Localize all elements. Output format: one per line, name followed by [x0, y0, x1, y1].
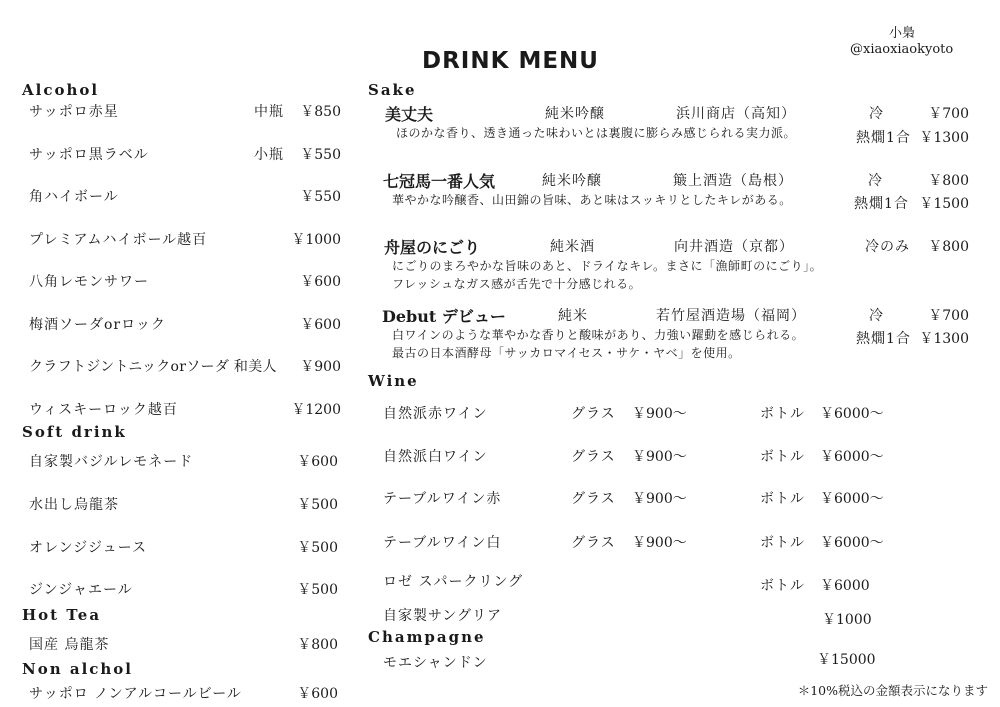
wine-bottle-label: ボトル: [760, 491, 805, 507]
tax-footnote: ＊10%税込の金額表示になります: [797, 683, 988, 698]
menu-item-name: オレンジジュース: [29, 540, 147, 556]
sake-price-label: 熱燗1合: [854, 196, 909, 212]
wine-name: 自然派白ワイン: [383, 449, 488, 465]
sake-type: 純米: [558, 308, 588, 324]
menu-item-name: サッポロ ノンアルコールビール: [29, 686, 242, 702]
wine-bottle-label: ボトル: [760, 535, 805, 551]
menu-item-name: サッポロ赤星: [29, 104, 119, 120]
wine-name: テーブルワイン白: [383, 535, 502, 551]
menu-item-name: ジンジャエール: [29, 582, 133, 598]
menu-item-price: ￥1200: [291, 402, 341, 418]
sake-price: ￥1500: [919, 196, 969, 212]
sake-price: ￥700: [928, 308, 969, 324]
sake-price-label: 冷: [869, 106, 884, 122]
wine-glass-price: ￥900〜: [632, 535, 687, 551]
section-heading-alcohol: Alcohol: [22, 81, 100, 99]
menu-item-name: プレミアムハイボール越百: [29, 232, 208, 248]
menu-item-name: ウィスキーロック越百: [29, 402, 178, 418]
sake-name: 美丈夫: [385, 105, 434, 124]
sake-name: Debut デビュー: [382, 307, 506, 326]
wine-glass-price: ￥900〜: [632, 449, 687, 465]
sake-description: 華やかな吟醸香、山田錦の旨味、あと味はスッキリとしたキレがある。: [392, 193, 792, 207]
menu-item-price: ￥500: [297, 582, 338, 598]
section-heading-hot-tea: Hot Tea: [22, 606, 102, 624]
wine-name: 自家製サングリア: [383, 608, 503, 624]
champagne-name: モエシャンドン: [383, 655, 488, 671]
menu-item-price: ￥550: [300, 147, 341, 163]
menu-item-price: ￥850: [300, 104, 341, 120]
menu-item-price: ￥600: [300, 274, 341, 290]
wine-glass-label: グラス: [571, 449, 616, 465]
sake-price-label: 冷: [868, 173, 883, 189]
menu-item-price: ￥600: [297, 454, 338, 470]
menu-item-price: ￥1000: [291, 232, 341, 248]
sake-description: ほのかな香り、透き通った味わいとは裏腹に膨らみ感じられる実力派。: [396, 126, 797, 140]
wine-glass-label: グラス: [571, 406, 616, 422]
section-heading-non-alcohol: Non alchol: [22, 660, 134, 678]
menu-item-name: 水出し烏龍茶: [29, 497, 119, 513]
champagne-price: ￥15000: [817, 652, 876, 668]
menu-item-price: ￥600: [300, 317, 341, 333]
wine-glass-label: グラス: [571, 535, 616, 551]
sake-price: ￥1300: [919, 130, 969, 146]
sake-price: ￥1300: [919, 331, 969, 347]
menu-item-name: 八角レモンサワー: [29, 274, 149, 290]
section-heading-wine: Wine: [368, 372, 419, 390]
sake-name: 舟屋のにごり: [384, 238, 481, 257]
menu-item-size: 中瓶: [254, 104, 284, 120]
menu-item-name: 梅酒ソーダorロック: [29, 317, 166, 333]
sake-price: ￥800: [928, 239, 969, 255]
wine-glass-price: ￥900〜: [632, 406, 687, 422]
menu-item-name: 国産 烏龍茶: [29, 637, 110, 653]
wine-bottle-label: ボトル: [760, 578, 805, 594]
sake-price-label: 冷のみ: [865, 239, 910, 255]
menu-item-name: クラフトジントニックorソーダ 和美人: [29, 359, 277, 375]
wine-name: 自然派赤ワイン: [383, 406, 488, 422]
sake-name: 七冠馬一番人気: [383, 172, 496, 191]
shop-name: 小梟: [889, 26, 916, 41]
sake-description: にごりのまろやかな旨味のあと、ドライなキレ。まさに「漁師町のにごり」。: [392, 259, 823, 273]
wine-bottle-label: ボトル: [760, 406, 805, 422]
sake-price-label: 熱燗1合: [856, 331, 911, 347]
sake-description: 白ワインのような華やかな香りと酸味があり、力強い躍動を感じられる。: [392, 328, 805, 342]
wine-bottle-price: ￥6000〜: [820, 406, 884, 422]
wine-name: ロゼ スパークリング: [383, 574, 524, 590]
menu-item-price: ￥600: [297, 686, 338, 702]
sake-price: ￥800: [928, 173, 969, 189]
wine-bottle-label: ボトル: [760, 449, 805, 465]
sake-type: 純米酒: [550, 239, 595, 255]
wine-name: テーブルワイン赤: [383, 491, 502, 507]
sake-price-label: 熱燗1合: [856, 130, 911, 146]
menu-item-price: ￥800: [297, 637, 338, 653]
section-heading-sake: Sake: [368, 81, 417, 99]
wine-bottle-price: ￥6000〜: [820, 535, 884, 551]
sake-brewery: 向井酒造（京都）: [674, 239, 794, 255]
menu-item-price: ￥500: [297, 540, 338, 556]
menu-item-price: ￥500: [297, 497, 338, 513]
sake-brewery: 簸上酒造（島根）: [673, 173, 793, 189]
wine-bottle-price: ￥6000〜: [820, 449, 884, 465]
menu-item-name: 角ハイボール: [29, 189, 119, 205]
menu-item-name: 自家製バジルレモネード: [29, 454, 194, 470]
menu-item-price: ￥900: [300, 359, 341, 375]
section-heading-champagne: Champagne: [368, 628, 486, 646]
section-heading-soft-drink: Soft drink: [22, 423, 127, 441]
sake-description: 最古の日本酒酵母「サッカロマイセス・サケ・ヤベ」を使用。: [392, 346, 741, 360]
sake-type: 純米吟醸: [545, 106, 605, 122]
page-title: DRINK MENU: [422, 48, 599, 74]
sake-brewery: 浜川商店（高知）: [676, 106, 796, 122]
wine-glass-price: ￥900〜: [632, 491, 687, 507]
sake-description: フレッシュなガス感が舌先で十分感じれる。: [392, 277, 642, 291]
wine-bottle-price: ￥1000: [822, 612, 872, 628]
sake-price-label: 冷: [869, 308, 884, 324]
wine-glass-label: グラス: [571, 491, 616, 507]
sake-brewery: 若竹屋酒造場（福岡）: [656, 308, 806, 324]
wine-bottle-price: ￥6000〜: [820, 491, 884, 507]
shop-handle: @xiaoxiaokyoto: [850, 42, 954, 57]
sake-type: 純米吟醸: [542, 173, 602, 189]
sake-price: ￥700: [928, 106, 969, 122]
menu-item-price: ￥550: [300, 189, 341, 205]
wine-bottle-price: ￥6000: [820, 578, 870, 594]
menu-item-size: 小瓶: [254, 147, 284, 163]
menu-item-name: サッポロ黒ラベル: [29, 147, 149, 163]
